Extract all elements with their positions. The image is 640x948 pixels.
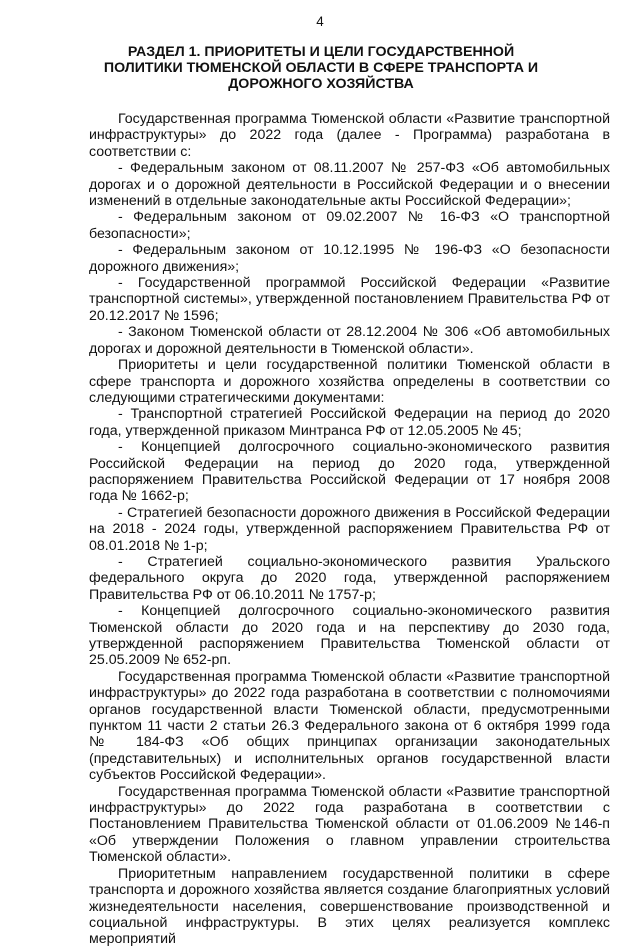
section-title: РАЗДЕЛ 1. ПРИОРИТЕТЫ И ЦЕЛИ ГОСУДАРСТВЕННОЙ ПОЛИТИКИ ТЮМЕНСКОЙ ОБЛАСТИ В СФЕРЕ ТРАНСПОРТА И ДОРОЖНОГО ХОЗЯЙСТВА	[103, 44, 539, 92]
list-item-regional-law-306: - Законом Тюменской области от 28.12.2004 № 306 «Об автомобильных дорогах и дорожной деятельности в Тюменской области».	[89, 324, 610, 357]
list-item-ural-strategy: - Стратегией социально-экономического развития Уральского федерального округа до 2020 года, утвержденной распоряжением Правительства РФ от 06.10.2011 № 1757-р;	[89, 553, 610, 603]
paragraph-intro: Государственная программа Тюменской области «Развитие транспортной инфраструктуры» до 2022 года (далее - Программа) разработана в соответствии с:	[89, 111, 610, 160]
list-item-law-16: - Федеральным законом от 09.02.2007 № 16-ФЗ «О транспортной безопасности»;	[89, 209, 610, 242]
list-item-state-program: - Государственной программой Российской Федерации «Развитие транспортной системы», утвержденной постановлением Правительства РФ от 20.12.2017 № 1596;	[89, 275, 610, 324]
list-item-law-196: - Федеральным законом от 10.12.1995 № 196-ФЗ «О безопасности дорожного движения»;	[89, 242, 610, 275]
list-item-transport-strategy: - Транспортной стратегией Российской Федерации на период до 2020 года, утвержденной приказом Минтранса РФ от 12.05.2005 № 45;	[89, 406, 610, 439]
page-number: 4	[316, 14, 324, 29]
list-item-tyumen-concept: - Концепцией долгосрочного социально-экономического развития Тюменской области до 2020 года и на перспективу до 2030 года, утвержденной распоряжением Правительства Тюменской области от 25.05.2009 № 652-рп.	[89, 603, 610, 669]
paragraph-powers: Государственная программа Тюменской области «Развитие транспортной инфраструктуры» до 2022 года разработана в соответствии с полномочиями органов государственной власти Тюменской области, предусмотренными пунктом 11 части 2 статьи 26.3 Федерального закона от 6 октября 1999 года № 184-ФЗ «Об общих принципах организации законодательных (представительных) и исполнительных органов государственной власти субъектов Российской Федерации».	[89, 668, 610, 784]
document-body	[89, 111, 610, 948]
paragraph-priorities: Приоритеты и цели государственной политики Тюменской области в сфере транспорта и дорожного хозяйства определены в соответствии со следующими стратегическими документами:	[89, 357, 610, 406]
list-item-law-257: - Федеральным законом от 08.11.2007 № 257-ФЗ «Об автомобильных дорогах и о дорожной деятельности в Российской Федерации и о внесении изменений в отдельные законодательные акты Российской Федерации»;	[89, 160, 610, 210]
paragraph-priority-direction: Приоритетным направлением государственной политики в сфере транспорта и дорожного хозяйства является создание благоприятных условий жизнедеятельности населения, совершенствование производственной и социальной инфраструктуры. В этих целях реализуется комплекс мероприятий	[89, 865, 610, 948]
list-item-road-safety-strategy: - Стратегией безопасности дорожного движения в Российской Федерации на 2018 - 2024 годы, утвержденной распоряжением Правительства РФ от 08.01.2018 № 1-р;	[89, 504, 610, 554]
list-item-rf-concept: - Концепцией долгосрочного социально-экономического развития Российской Федерации на период до 2020 года, утвержденной распоряжением Правительства Российской Федерации от 17 ноября 2008 года № 1662-р;	[89, 439, 610, 505]
paragraph-resolution: Государственная программа Тюменской области «Развитие транспортной инфраструктуры» до 2022 года разработана в соответствии с Постановлением Правительства Тюменской области от 01.06.2009 №146-п «Об утверждении Положения о главном управлении строительства Тюменской области».	[89, 783, 610, 866]
